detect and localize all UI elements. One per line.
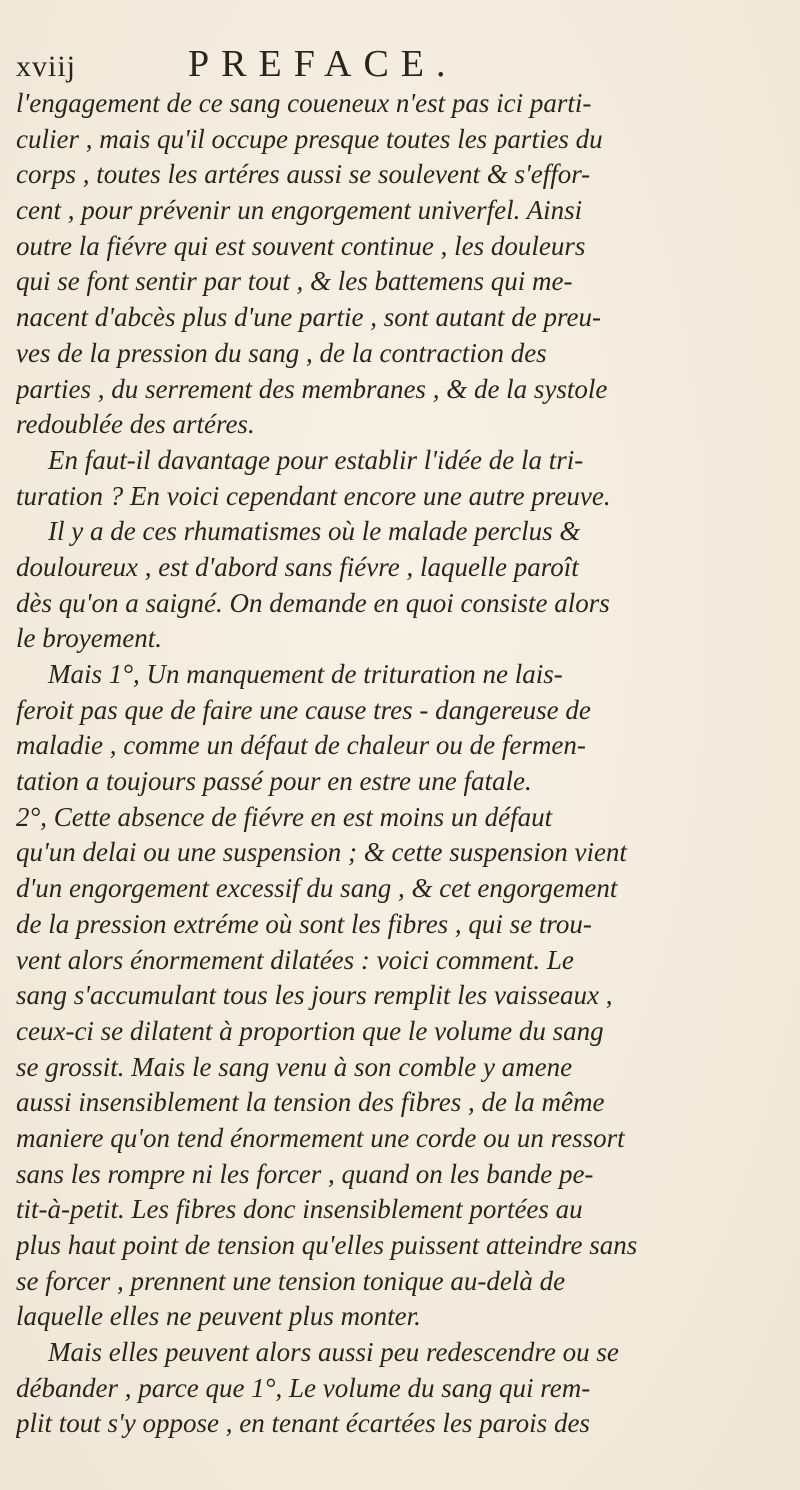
text-line: culier , mais qu'il occupe presque toutes les parties du xyxy=(16,123,603,154)
text-line: parties , du serrement des membranes , & de la systole xyxy=(16,373,608,404)
text-line: laquelle elles ne peuvent plus monter. xyxy=(16,1301,421,1332)
text-line: tation a toujours passé pour en estre une fatale. xyxy=(16,766,532,797)
text-line: qui se font sentir par tout , & les battemens qui me- xyxy=(16,266,573,297)
page-number: xviij xyxy=(16,50,77,83)
paragraph-start-line: Il y a de ces rhumatismes où le malade perclus & xyxy=(48,516,581,547)
text-line: douloureux , est d'abord sans fiévre , laquelle paroît xyxy=(16,551,579,582)
text-line: ves de la pression du sang , de la contraction des xyxy=(16,337,547,368)
text-line: se forcer , prennent une tension tonique au-delà de xyxy=(16,1265,566,1296)
text-line: plus haut point de tension qu'elles puissent atteindre sans xyxy=(16,1230,638,1260)
text-line: aussi insensiblement la tension des fibres , de la même xyxy=(16,1087,605,1118)
text-line: corps , toutes les artéres aussi se soulevent & s'effor- xyxy=(16,159,591,190)
text-line: vent alors énormement dilatées : voici comment. Le xyxy=(16,944,574,975)
body-text xyxy=(16,86,782,1442)
text-line: 2°, Cette absence de fiévre en est moins un défaut xyxy=(16,801,553,832)
paragraph-start-line: Mais elles peuvent alors aussi peu redescendre ou se xyxy=(48,1337,619,1368)
text-line: tit-à-petit. Les fibres donc insensiblement portées au xyxy=(16,1194,583,1225)
text-line: sang s'accumulant tous les jours remplit les vaisseaux , xyxy=(16,980,613,1011)
text-line: de la pression extréme où sont les fibres , qui se trou- xyxy=(16,908,592,939)
text-line: débander , parce que 1°, Le volume du sang qui rem- xyxy=(16,1372,591,1403)
text-line: d'un engorgement excessif du sang , & cet engorgement xyxy=(16,873,618,904)
page-header xyxy=(16,42,782,86)
text-line: ceux-ci se dilatent à proportion que le volume du sang xyxy=(16,1015,604,1046)
text-line: dès qu'on a saigné. On demande en quoi consiste alors xyxy=(16,587,610,618)
text-line: plit tout s'y oppose , en tenant écartées les parois des xyxy=(16,1408,590,1439)
paragraph-start-line: En faut-il davantage pour establir l'idée de la tri- xyxy=(48,444,584,475)
text-line: redoublée des artéres. xyxy=(16,409,255,440)
text-line: maladie , comme un défaut de chaleur ou de fermen- xyxy=(16,730,586,761)
text-line: sans les rompre ni les forcer , quand on les bande pe- xyxy=(16,1158,594,1189)
text-line: turation ? En voici cependant encore une autre preuve. xyxy=(16,480,611,511)
text-line: l'engagement de ce sang coueneux n'est pas ici parti- xyxy=(16,88,592,118)
text-line: cent , pour prévenir un engorgement univerfel. Ainsi xyxy=(16,195,583,226)
text-line: qu'un delai ou une suspension ; & cette suspension vient xyxy=(16,837,627,868)
text-line: se grossit. Mais le sang venu à son comble y amene xyxy=(16,1051,573,1082)
running-title: PREFACE. xyxy=(188,43,458,85)
text-line: nacent d'abcès plus d'une partie , sont autant de preu- xyxy=(16,302,601,333)
text-line: outre la fiévre qui est souvent continue , les douleurs xyxy=(16,230,586,261)
paragraph-start-line: Mais 1°, Un manquement de trituration ne lais- xyxy=(48,659,563,689)
text-line: feroit pas que de faire une cause tres - dangereuse de xyxy=(16,694,591,725)
text-line: maniere qu'on tend énormement une corde ou un ressort xyxy=(16,1122,625,1153)
text-line: le broyement. xyxy=(16,623,162,654)
